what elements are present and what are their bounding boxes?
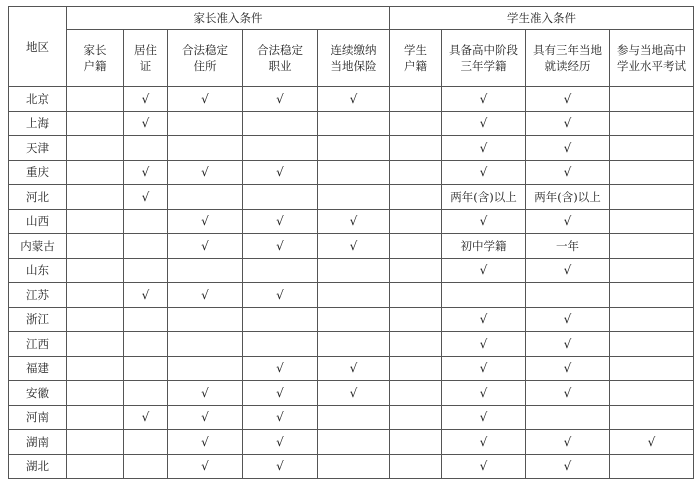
table-cell — [610, 234, 694, 259]
table-cell: 一年 — [526, 234, 610, 259]
table-cell — [124, 136, 168, 161]
table-cell — [318, 332, 390, 357]
region-cell: 山东 — [9, 258, 67, 283]
table-cell — [390, 209, 442, 234]
check-mark-cell: √ — [526, 356, 610, 381]
table-cell — [610, 332, 694, 357]
check-mark-cell: √ — [124, 283, 168, 308]
table-cell — [243, 136, 318, 161]
check-mark-cell: √ — [526, 87, 610, 112]
table-cell — [124, 258, 168, 283]
check-mark-cell: √ — [168, 209, 243, 234]
check-mark-cell: √ — [526, 332, 610, 357]
check-mark-cell: √ — [168, 283, 243, 308]
region-cell: 山西 — [9, 209, 67, 234]
table-row — [9, 405, 694, 430]
region-cell: 湖北 — [9, 454, 67, 479]
table-cell — [67, 258, 124, 283]
column-header-6: 具备高中阶段 三年学籍 — [442, 30, 526, 87]
table-cell — [390, 87, 442, 112]
check-mark-cell: √ — [318, 209, 390, 234]
check-mark-cell: √ — [610, 430, 694, 455]
check-mark-cell: √ — [168, 405, 243, 430]
table-cell — [390, 381, 442, 406]
table-cell — [168, 258, 243, 283]
check-mark-cell: √ — [168, 87, 243, 112]
check-mark-cell: √ — [124, 185, 168, 210]
check-mark-cell: √ — [243, 405, 318, 430]
check-mark-cell: √ — [243, 87, 318, 112]
table-cell — [318, 405, 390, 430]
table-cell — [610, 356, 694, 381]
check-mark-cell: √ — [168, 381, 243, 406]
column-header-0: 家长 户籍 — [67, 30, 124, 87]
table-cell — [318, 185, 390, 210]
table-cell — [124, 381, 168, 406]
table-cell — [390, 185, 442, 210]
table-row — [9, 381, 694, 406]
column-header-4: 连续缴纳 当地保险 — [318, 30, 390, 87]
table-cell: 两年(含)以上 — [526, 185, 610, 210]
table-cell — [318, 258, 390, 283]
region-cell: 福建 — [9, 356, 67, 381]
table-cell — [243, 185, 318, 210]
check-mark-cell: √ — [442, 258, 526, 283]
table-cell — [67, 356, 124, 381]
table-cell — [124, 209, 168, 234]
region-cell: 江苏 — [9, 283, 67, 308]
table-cell — [67, 209, 124, 234]
table-cell — [67, 405, 124, 430]
column-header-row — [9, 30, 694, 87]
check-mark-cell: √ — [442, 332, 526, 357]
table-cell: 两年(含)以上 — [442, 185, 526, 210]
table-cell — [67, 87, 124, 112]
table-row — [9, 111, 694, 136]
admission-conditions-table — [8, 6, 694, 479]
check-mark-cell: √ — [318, 381, 390, 406]
table-cell — [318, 136, 390, 161]
check-mark-cell: √ — [526, 381, 610, 406]
table-cell — [318, 430, 390, 455]
column-header-2: 合法稳定 住所 — [168, 30, 243, 87]
table-row — [9, 185, 694, 210]
check-mark-cell: √ — [124, 405, 168, 430]
table-cell — [390, 454, 442, 479]
check-mark-cell: √ — [526, 209, 610, 234]
check-mark-cell: √ — [442, 405, 526, 430]
check-mark-cell: √ — [526, 307, 610, 332]
table-cell — [610, 381, 694, 406]
region-cell: 湖南 — [9, 430, 67, 455]
region-cell: 河北 — [9, 185, 67, 210]
check-mark-cell: √ — [442, 87, 526, 112]
table-cell — [610, 307, 694, 332]
check-mark-cell: √ — [526, 160, 610, 185]
table-cell — [168, 111, 243, 136]
parent-conditions-header: 家长准入条件 — [67, 7, 390, 30]
table-cell — [318, 160, 390, 185]
table-row — [9, 454, 694, 479]
region-cell: 上海 — [9, 111, 67, 136]
table-cell — [390, 356, 442, 381]
table-row — [9, 430, 694, 455]
table-cell — [610, 283, 694, 308]
table-cell — [67, 111, 124, 136]
check-mark-cell: √ — [318, 356, 390, 381]
column-header-1: 居住 证 — [124, 30, 168, 87]
table-cell — [390, 307, 442, 332]
check-mark-cell: √ — [243, 160, 318, 185]
table-cell — [67, 136, 124, 161]
table-cell — [390, 136, 442, 161]
region-cell: 安徽 — [9, 381, 67, 406]
table-cell — [610, 136, 694, 161]
table-cell — [243, 332, 318, 357]
table-cell — [390, 234, 442, 259]
table-cell — [168, 332, 243, 357]
table-cell: 初中学籍 — [442, 234, 526, 259]
check-mark-cell: √ — [124, 87, 168, 112]
check-mark-cell: √ — [442, 307, 526, 332]
check-mark-cell: √ — [168, 430, 243, 455]
column-header-8: 参与当地高中 学业水平考试 — [610, 30, 694, 87]
table-cell — [67, 381, 124, 406]
table-row — [9, 87, 694, 112]
table-cell — [610, 160, 694, 185]
check-mark-cell: √ — [318, 87, 390, 112]
check-mark-cell: √ — [168, 454, 243, 479]
check-mark-cell: √ — [442, 111, 526, 136]
table-cell — [124, 332, 168, 357]
table-row — [9, 258, 694, 283]
table-row — [9, 234, 694, 259]
table-cell — [67, 234, 124, 259]
check-mark-cell: √ — [442, 430, 526, 455]
check-mark-cell: √ — [168, 160, 243, 185]
check-mark-cell: √ — [442, 454, 526, 479]
group-header-row — [9, 7, 694, 30]
table-cell — [67, 430, 124, 455]
table-cell — [318, 283, 390, 308]
table-body — [9, 87, 694, 479]
table-row — [9, 356, 694, 381]
table-cell — [610, 111, 694, 136]
table-cell — [390, 258, 442, 283]
table-cell — [390, 283, 442, 308]
check-mark-cell: √ — [526, 111, 610, 136]
table-cell — [526, 405, 610, 430]
check-mark-cell: √ — [124, 111, 168, 136]
table-row — [9, 136, 694, 161]
region-cell: 江西 — [9, 332, 67, 357]
table-row — [9, 283, 694, 308]
table-row — [9, 332, 694, 357]
table-cell — [390, 111, 442, 136]
check-mark-cell: √ — [243, 234, 318, 259]
student-conditions-header: 学生准入条件 — [390, 7, 694, 30]
table-cell — [168, 356, 243, 381]
table-cell — [610, 87, 694, 112]
check-mark-cell: √ — [526, 430, 610, 455]
check-mark-cell: √ — [318, 234, 390, 259]
check-mark-cell: √ — [168, 234, 243, 259]
table-cell — [526, 283, 610, 308]
region-cell: 河南 — [9, 405, 67, 430]
table-row — [9, 160, 694, 185]
column-header-7: 具有三年当地 就读经历 — [526, 30, 610, 87]
table-cell — [243, 111, 318, 136]
table-cell — [390, 405, 442, 430]
check-mark-cell: √ — [442, 209, 526, 234]
check-mark-cell: √ — [526, 258, 610, 283]
check-mark-cell: √ — [243, 209, 318, 234]
table-cell — [610, 185, 694, 210]
check-mark-cell: √ — [243, 454, 318, 479]
table-cell — [67, 454, 124, 479]
table-cell — [168, 136, 243, 161]
check-mark-cell: √ — [243, 430, 318, 455]
table-cell — [243, 258, 318, 283]
table-cell — [67, 185, 124, 210]
table-cell — [243, 307, 318, 332]
region-cell: 浙江 — [9, 307, 67, 332]
check-mark-cell: √ — [442, 160, 526, 185]
check-mark-cell: √ — [442, 136, 526, 161]
table-cell — [124, 307, 168, 332]
table-cell — [124, 454, 168, 479]
table-cell — [168, 307, 243, 332]
table-cell — [67, 332, 124, 357]
check-mark-cell: √ — [526, 454, 610, 479]
table-cell — [610, 209, 694, 234]
table-cell — [67, 160, 124, 185]
table-cell — [610, 454, 694, 479]
column-header-3: 合法稳定 职业 — [243, 30, 318, 87]
check-mark-cell: √ — [442, 356, 526, 381]
table-cell — [610, 405, 694, 430]
check-mark-cell: √ — [243, 356, 318, 381]
table-cell — [67, 307, 124, 332]
check-mark-cell: √ — [243, 381, 318, 406]
table-cell — [318, 307, 390, 332]
region-cell: 内蒙古 — [9, 234, 67, 259]
region-cell: 天津 — [9, 136, 67, 161]
table-cell — [390, 430, 442, 455]
check-mark-cell: √ — [124, 160, 168, 185]
table-row — [9, 307, 694, 332]
table-cell — [610, 258, 694, 283]
table-cell — [124, 430, 168, 455]
check-mark-cell: √ — [442, 381, 526, 406]
table-row — [9, 209, 694, 234]
admission-conditions-table-wrapper — [8, 6, 694, 479]
table-cell — [318, 454, 390, 479]
region-header: 地区 — [9, 7, 67, 87]
check-mark-cell: √ — [526, 136, 610, 161]
table-cell — [124, 234, 168, 259]
table-cell — [390, 160, 442, 185]
table-cell — [168, 185, 243, 210]
table-cell — [390, 332, 442, 357]
check-mark-cell: √ — [243, 283, 318, 308]
table-cell — [442, 283, 526, 308]
region-cell: 北京 — [9, 87, 67, 112]
table-cell — [318, 111, 390, 136]
table-cell — [124, 356, 168, 381]
table-cell — [67, 283, 124, 308]
column-header-5: 学生 户籍 — [390, 30, 442, 87]
region-cell: 重庆 — [9, 160, 67, 185]
